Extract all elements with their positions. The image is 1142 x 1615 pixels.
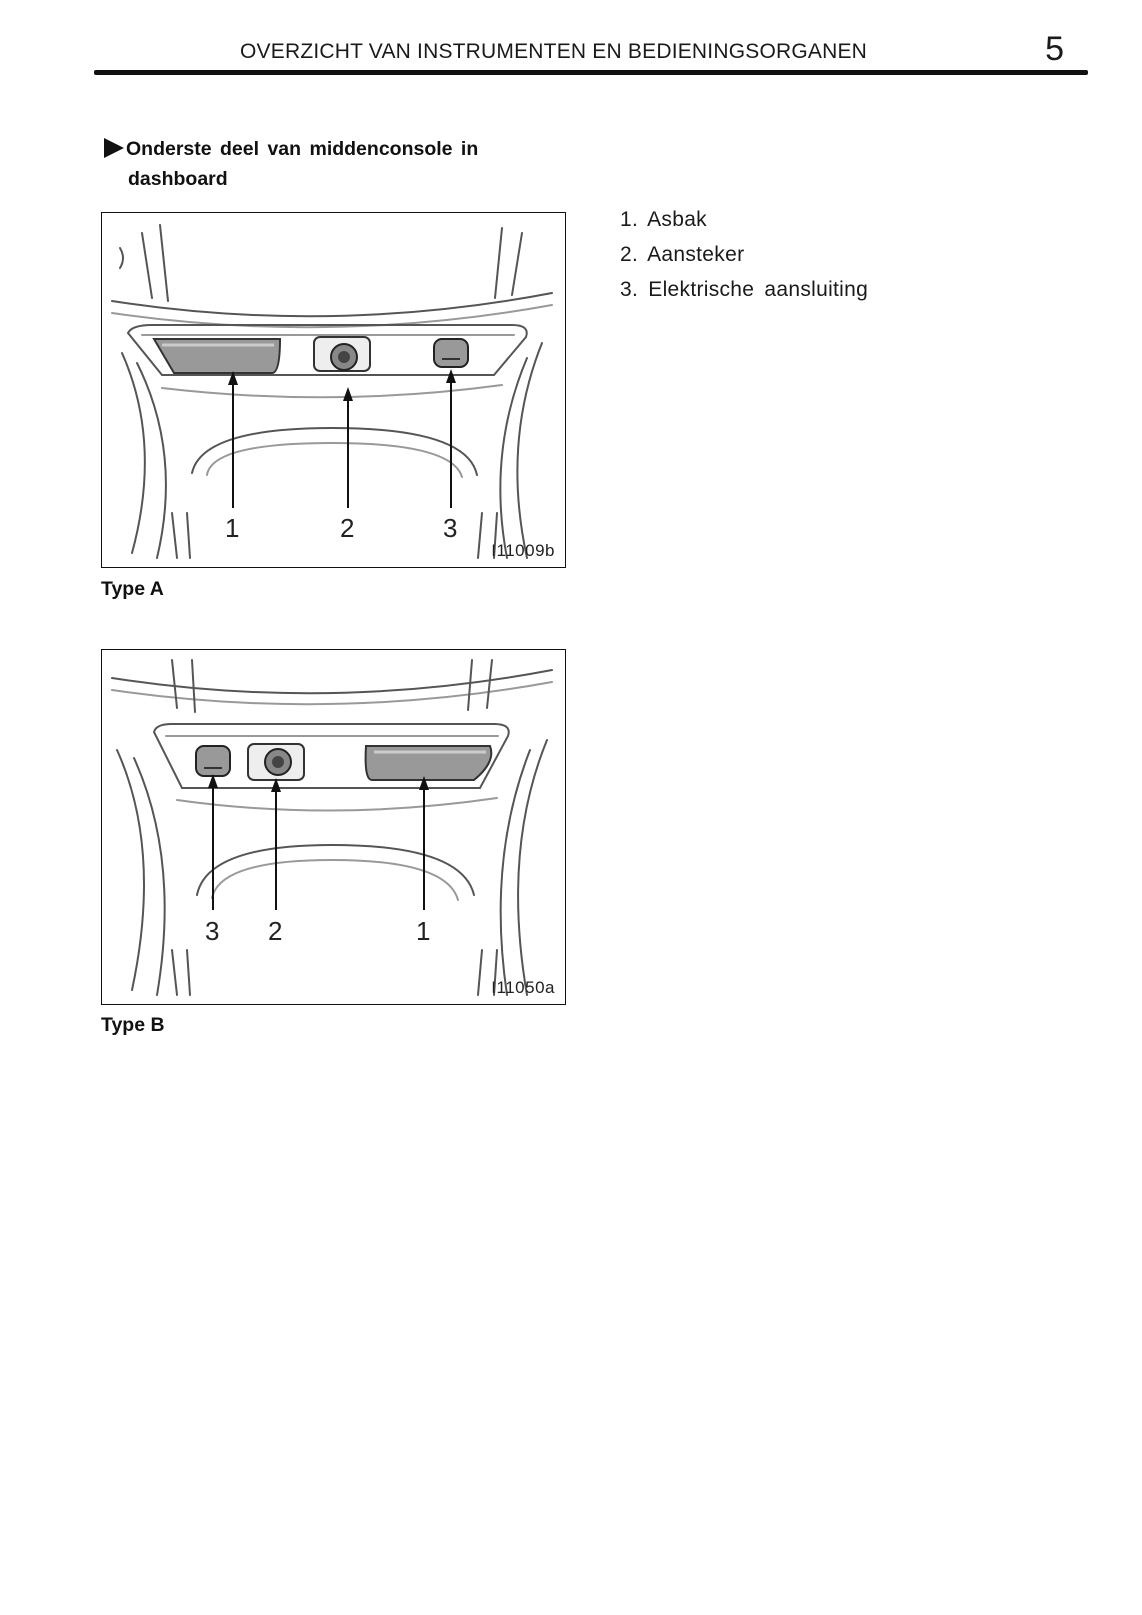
- legend-item: [620, 202, 868, 237]
- figure-caption-type-a: Type A: [101, 578, 164, 600]
- legend-number: 1.: [620, 208, 639, 231]
- console-illustration-type-b: [102, 650, 565, 1004]
- callout-label-2: 2: [340, 513, 355, 543]
- callout-label-1: 1: [225, 513, 240, 543]
- legend-item: [620, 237, 868, 272]
- figure-type-b: [101, 649, 566, 1005]
- header-rule: [94, 70, 1088, 75]
- legend-text: Elektrische aansluiting: [648, 278, 869, 301]
- section-heading-line2: dashboard: [128, 168, 228, 190]
- section-heading: [104, 134, 534, 194]
- figure-code: I11009b: [491, 541, 555, 560]
- callout-label-1: 1: [416, 916, 431, 946]
- legend-number: 3.: [620, 278, 639, 301]
- figure-type-a: [101, 212, 566, 568]
- callout-label-3: 3: [443, 513, 458, 543]
- legend-number: 2.: [620, 243, 639, 266]
- legend-list: [620, 202, 868, 307]
- callout-label-3: 3: [205, 916, 220, 946]
- console-illustration-type-a: [102, 213, 565, 567]
- legend-text: Aansteker: [647, 243, 745, 266]
- running-header-title: OVERZICHT VAN INSTRUMENTEN EN BEDIENINGSORGANEN: [240, 40, 868, 63]
- legend-item: [620, 272, 868, 307]
- bullet-arrow-icon: [104, 138, 124, 158]
- figure-caption-type-b: Type B: [101, 1014, 165, 1036]
- page-number: 5: [1045, 30, 1064, 68]
- figure-code: I11050a: [491, 978, 555, 997]
- legend-text: Asbak: [647, 208, 707, 231]
- callout-label-2: 2: [268, 916, 283, 946]
- section-heading-line1: Onderste deel van middenconsole in: [126, 138, 479, 160]
